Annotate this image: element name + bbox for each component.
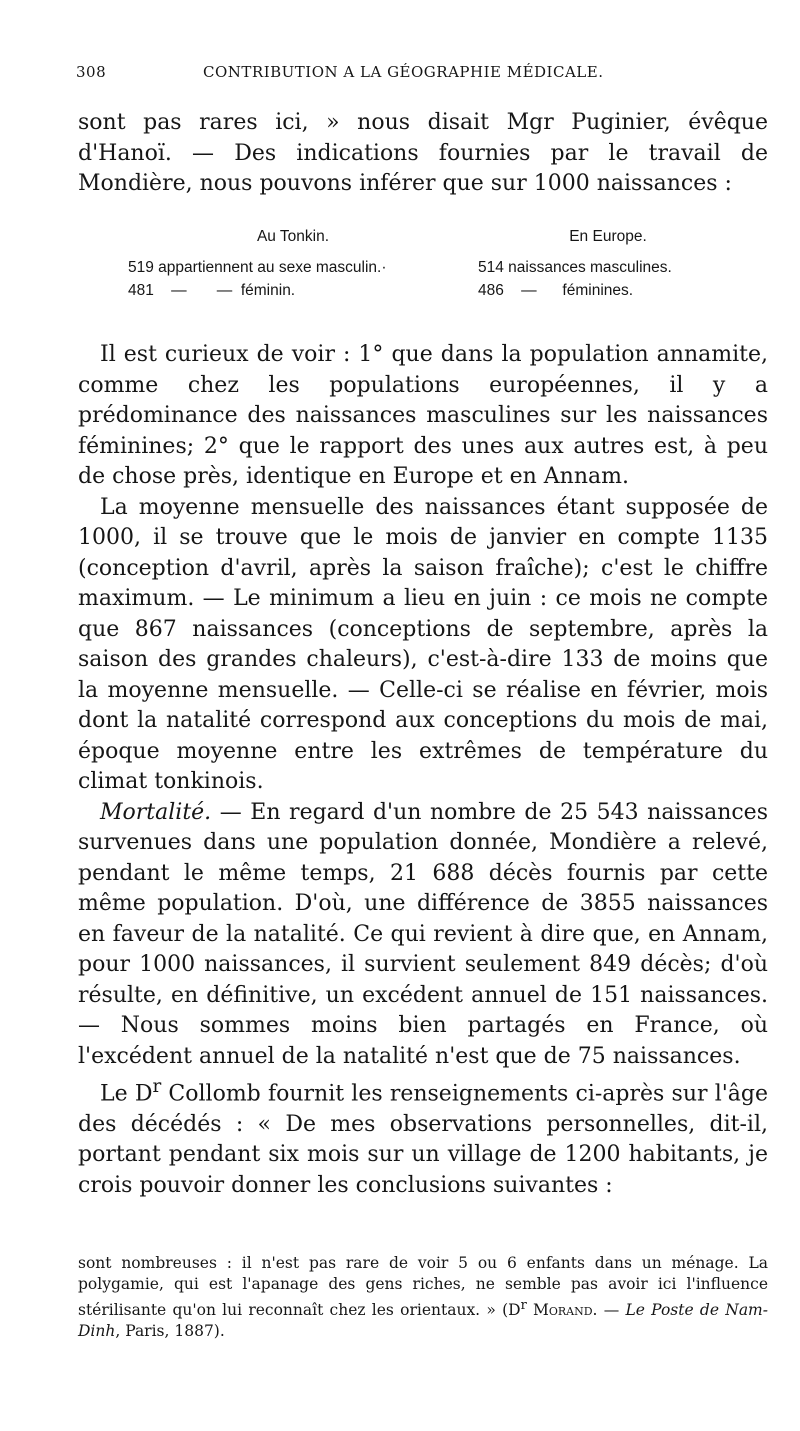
footnote xyxy=(78,1253,768,1342)
paragraph: La moyenne mensuelle des naissances étant supposée de 1000, il se trouve que le mois de janvier en compte 1135 (conception d'avril, après la saison fraîche); c'est le chiffre maximum. — Le minimum a lieu en juin : ce mois ne compte que 867 naissances (conceptions de septembre, après la saison des grandes chaleurs), c'est-à-dire 133 de moins que la moyenne mensuelle. — Celle-ci se réalise en février, mois dont la natalité correspond aux conceptions du mois de mai, époque moyenne entre les extrêmes de température du climat tonkinois. xyxy=(78,494,768,794)
collomb-text-start: Le D xyxy=(100,1081,153,1107)
paragraph: Il est curieux de voir : 1° que dans la population annamite, comme chez les populations européennes, il y a prédominance des naissances masculines sur les naissances féminines; 2° que le rapport des unes aux autres est, à peu de chose près, identique en Europe et en Annam. xyxy=(78,342,768,489)
main-text xyxy=(78,340,768,1201)
running-title: CONTRIBUTION A LA GÉOGRAPHIE MÉDICALE. xyxy=(203,63,604,81)
superscript: r xyxy=(152,1076,162,1097)
table-row: 519 appartiennent au sexe masculin.· xyxy=(128,259,387,276)
europe-column xyxy=(478,228,738,302)
mortalite-paragraph xyxy=(78,798,768,1073)
footnote-work-title: Le Poste de Nam-Dinh xyxy=(78,1301,768,1341)
section-heading: Mortalité. xyxy=(100,799,212,825)
page-number: 308 xyxy=(76,63,107,81)
tonkin-header: Au Tonkin. xyxy=(256,228,330,245)
table-row: 514 naissances masculines. xyxy=(478,259,672,276)
mortalite-text: — En regard d'un nombre de 25 543 naissances survenues dans une population donnée, Mondière a relevé, pendant le même temps, 21 688 décès fournis par cette même population. D'où, une différence de 3855 naissances en faveur de la natalité. Ce qui revient à dire que, en Annam, pour 1000 naissances, il survient seulement 849 décès; d'où résulte, en définitive, un excédent annuel de 151 naissances. — Nous sommes moins bien partagés en France, où l'excédent annuel de la natalité n'est que de 75 naissances. xyxy=(78,799,768,1069)
footnote-text xyxy=(78,1253,768,1342)
footnote-tail: , Paris, 1887). xyxy=(115,1322,225,1341)
footnote-body: sont nombreuses : il n'est pas rare de voir 5 ou 6 enfants dans un ménage. La polygamie, qui est l'apanage des gens riches, ne semble pas avoir ici l'influence stérilisante qu'on lui reconnaît chez les orientaux. » (D xyxy=(78,1254,768,1320)
collomb-paragraph xyxy=(78,1072,768,1201)
table-row: 481 — — féminin. xyxy=(128,282,296,299)
superscript: r xyxy=(520,1298,527,1313)
footnote-separator: . — xyxy=(592,1301,626,1320)
europe-header: En Europe. xyxy=(569,228,647,245)
table-row: 486 — féminines. xyxy=(478,282,634,299)
footnote-author: Morand xyxy=(532,1301,593,1320)
intro-paragraph-block xyxy=(78,108,768,200)
tonkin-column xyxy=(128,228,458,302)
collomb-text-rest: Collomb fournit les renseignements ci-après sur l'âge des décédés : « De mes observations personnelles, dit-il, portant pendant six mois sur un village de 1200 habitants, je crois pouvoir donner les conclusions suivantes : xyxy=(78,1081,768,1198)
intro-paragraph: sont pas rares ici, » nous disait Mgr Puginier, évêque d'Hanoï. — Des indications fournies par le travail de Mondière, nous pouvons inférer que sur 1000 naissances : xyxy=(78,110,768,196)
